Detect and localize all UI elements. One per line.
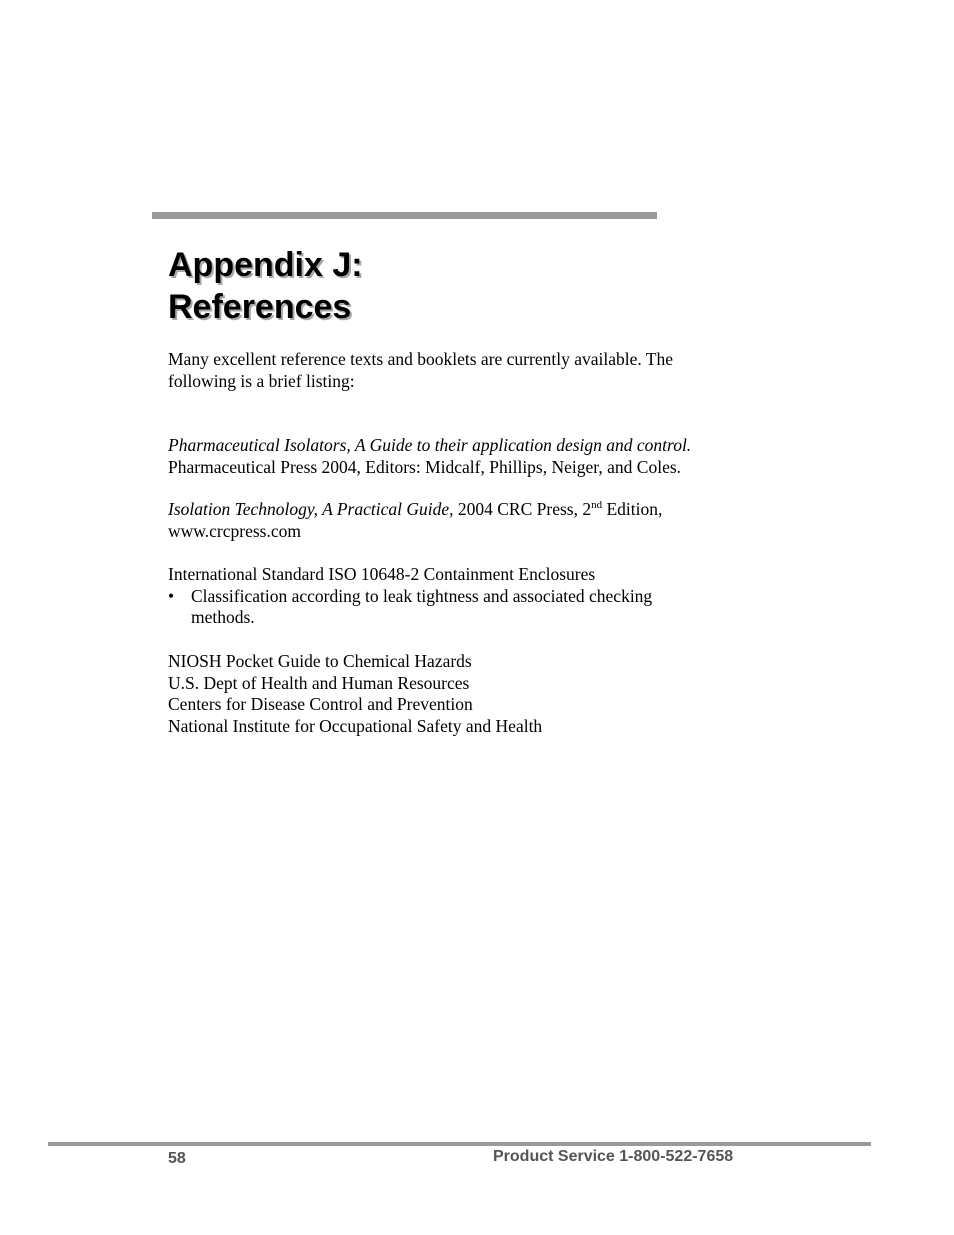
bullet-text-line-2: methods. bbox=[191, 607, 255, 627]
reference-details-superscript: nd bbox=[591, 499, 603, 512]
page-title-line-1: Appendix J: bbox=[168, 246, 363, 284]
reference-title: Pharmaceutical Isolators, A Guide to their application design and control. bbox=[168, 435, 692, 455]
footer-rule bbox=[48, 1142, 871, 1146]
reference-isolation-technology bbox=[168, 499, 748, 542]
reference-iso-standard bbox=[168, 564, 748, 629]
reference-url: www.crcpress.com bbox=[168, 520, 301, 541]
intro-line-1: Many excellent reference texts and booklets are currently available. The bbox=[168, 349, 673, 369]
reference-niosh-guide bbox=[168, 651, 748, 737]
reference-line: National Institute for Occupational Safety and Health bbox=[168, 715, 543, 736]
reference-pharmaceutical-isolators bbox=[168, 435, 748, 478]
reference-title: International Standard ISO 10648-2 Containment Enclosures bbox=[168, 564, 596, 584]
intro-line-2: following is a brief listing: bbox=[168, 370, 355, 391]
header-rule bbox=[152, 212, 657, 219]
reference-title: Isolation Technology, A Practical Guide, bbox=[168, 499, 454, 519]
reference-title-line bbox=[168, 499, 748, 521]
bullet-icon: • bbox=[168, 585, 175, 606]
intro-paragraph bbox=[168, 349, 748, 392]
reference-details-pre: 2004 CRC Press, 2 bbox=[453, 499, 592, 519]
page-title-line-2: References bbox=[168, 288, 352, 326]
reference-line: NIOSH Pocket Guide to Chemical Hazards bbox=[168, 651, 472, 671]
page-title bbox=[168, 244, 363, 328]
reference-details: Pharmaceutical Press 2004, Editors: Midcalf, Phillips, Neiger, and Coles. bbox=[168, 456, 682, 477]
bullet-item bbox=[168, 586, 748, 629]
bullet-text-line-1: Classification according to leak tightness and associated checking bbox=[191, 585, 653, 606]
reference-line: U.S. Dept of Health and Human Resources bbox=[168, 672, 470, 693]
reference-line: Centers for Disease Control and Prevention bbox=[168, 694, 473, 714]
product-service-phone: Product Service 1-800-522-7658 bbox=[493, 1148, 734, 1165]
page-number: 58 bbox=[168, 1150, 186, 1167]
reference-details-post: Edition, bbox=[602, 499, 663, 519]
